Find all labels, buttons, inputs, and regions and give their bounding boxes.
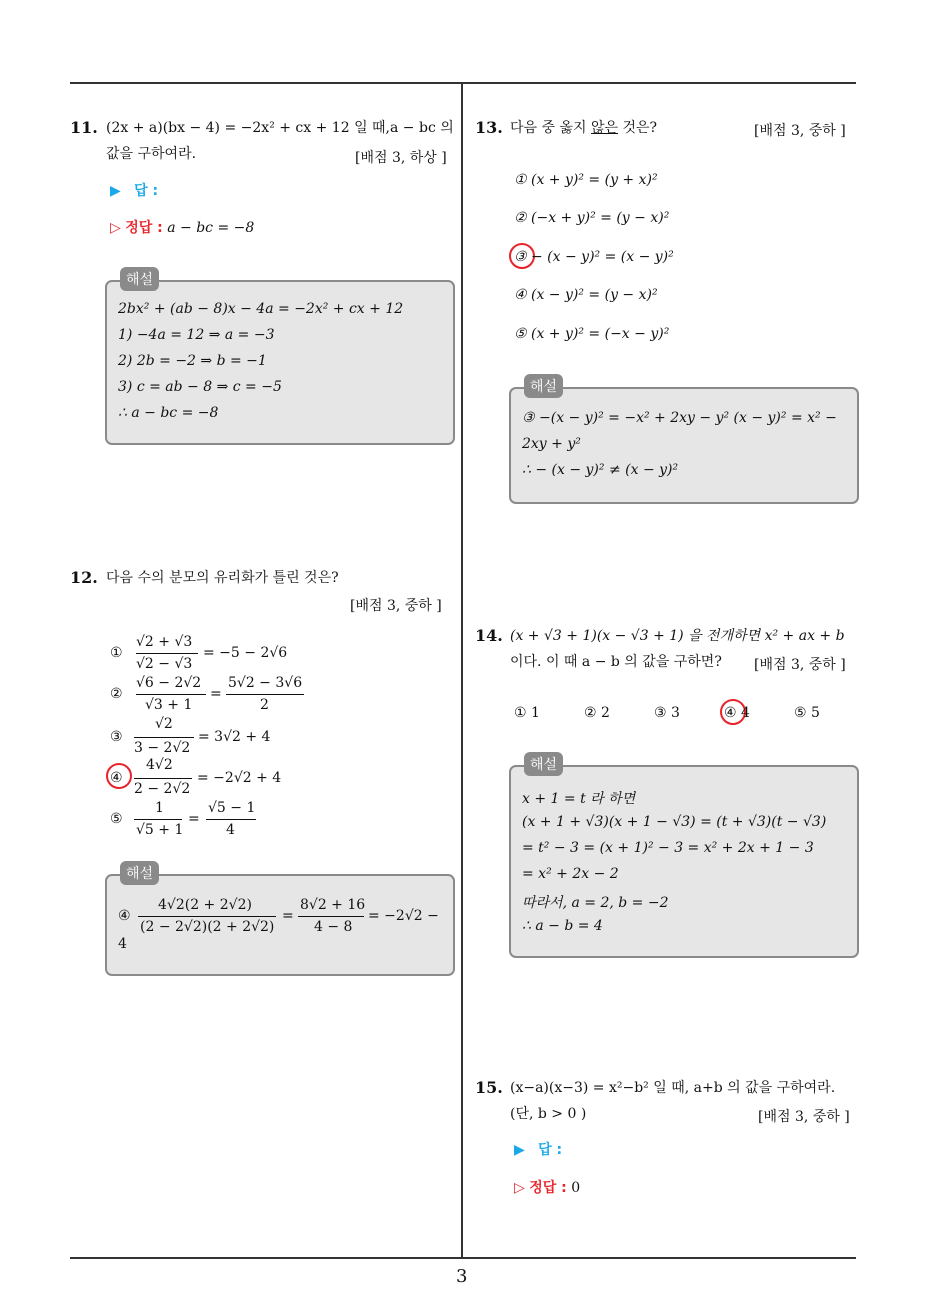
answer-line (514, 1139, 562, 1159)
correct-value: 0 (571, 1180, 581, 1196)
explanation-line: 2) 2b = −2 ⇒ b = −1 (118, 353, 267, 369)
question-text: (x−a)(x−3) = x²−b² 일 때, a+b 의 값을 구하여라. (510, 1080, 836, 1096)
option-4-mark[interactable]: ④ (110, 770, 123, 786)
question-text: 다음 수의 분모의 유리화가 틀린 것은? (106, 570, 339, 586)
correct-value: a − bc = −8 (167, 220, 255, 236)
explanation-line: = x² + 2x − 2 (522, 866, 619, 882)
option-4-rhs: = −2√2 + 4 (197, 770, 282, 786)
explanation-line: = t² − 3 = (x + 1)² − 3 = x² + 2x + 1 − 3 (522, 840, 814, 856)
correct-arrow-icon: ▷ (514, 1180, 525, 1196)
option-3[interactable]: ③ 3 (654, 705, 680, 721)
fraction-bar (134, 737, 194, 738)
answer-arrow-icon: ▶ (110, 183, 121, 199)
question-number: 12. (70, 568, 98, 587)
option-4[interactable]: ④ (x − y)² = (y − x)² (514, 287, 658, 303)
points-label: [배점 3, 하상 ] (355, 150, 447, 166)
option-1[interactable]: ① 1 (514, 705, 540, 721)
question-text-2: 값을 구하여라. (106, 146, 197, 162)
option-1-den: √2 − √3 (136, 656, 193, 672)
explanation-line: 2xy + y² (522, 436, 581, 452)
explanation-mark: ④ (118, 908, 131, 924)
question-number: 11. (70, 118, 98, 137)
explanation-line: x + 1 = t 라 하면 (522, 791, 636, 807)
bottom-rule (70, 1257, 856, 1259)
explanation-tail: = −2√2 − (368, 908, 439, 924)
explanation-tag: 해설 (120, 267, 159, 291)
fraction-bar (226, 694, 304, 695)
points-label: [배점 3, 중하 ] (754, 123, 846, 139)
points-label: [배점 3, 중하 ] (350, 598, 442, 614)
explanation-tag: 해설 (120, 861, 159, 885)
question-text-post: 것은? (622, 120, 658, 136)
option-1-mark[interactable]: ① (110, 645, 123, 661)
equals-sign: = (210, 686, 222, 702)
correct-answer-line (110, 217, 254, 237)
explanation-num-1: 4√2(2 + 2√2) (158, 897, 252, 913)
option-3-rhs: = 3√2 + 4 (198, 729, 271, 745)
page-number: 3 (456, 1266, 468, 1287)
question-text-2: 이다. 이 때 a − b 의 값을 구하면? (510, 654, 722, 670)
column-divider (461, 82, 463, 1258)
points-label: [배점 3, 중하 ] (758, 1109, 850, 1125)
question-number: 13. (475, 118, 503, 137)
explanation-line: ∴ a − bc = −8 (118, 405, 219, 421)
option-2[interactable]: ② 2 (584, 705, 610, 721)
option-2-den: √3 + 1 (145, 697, 193, 713)
option-2-rhs-num: 5√2 − 3√6 (228, 675, 303, 691)
equals-sign: = (282, 908, 294, 924)
underlined-word: 않은 (590, 120, 619, 136)
answer-arrow-icon: ▶ (514, 1142, 525, 1158)
explanation-line: ∴ − (x − y)² ≠ (x − y)² (522, 462, 679, 478)
correct-label: 정답 : (125, 220, 163, 236)
explanation-line: 3) c = ab − 8 ⇒ c = −5 (118, 379, 282, 395)
correct-answer-line (514, 1177, 580, 1197)
explanation-tag: 해설 (524, 374, 563, 398)
points-label: [배점 3, 중하 ] (754, 657, 846, 673)
explanation-num-2: 8√2 + 16 (300, 897, 366, 913)
correct-label: 정답 : (529, 1180, 567, 1196)
answer-label: 답 : (134, 183, 159, 199)
fraction-bar (136, 694, 206, 695)
option-4[interactable]: ④ 4 (724, 705, 750, 721)
option-3[interactable]: ③ − (x − y)² = (x − y)² (514, 249, 674, 265)
explanation-line: 따라서, a = 2, b = −2 (522, 895, 669, 911)
question-text-pre: 다음 중 옳지 (510, 120, 587, 136)
option-4-den: 2 − 2√2 (134, 781, 191, 797)
option-2-num: √6 − 2√2 (136, 675, 202, 691)
option-5-rhs-den: 4 (226, 822, 235, 838)
answer-line (110, 180, 158, 200)
correct-arrow-icon: ▷ (110, 220, 121, 236)
equals-sign: = (188, 811, 200, 827)
option-2-rhs-den: 2 (260, 697, 269, 713)
fraction-bar (134, 819, 182, 820)
explanation-line: 2bx² + (ab − 8)x − 4a = −2x² + cx + 12 (118, 301, 404, 317)
explanation-line: ∴ a − b = 4 (522, 918, 603, 934)
fraction-bar (138, 916, 276, 917)
explanation-line-2: 4 (118, 936, 127, 952)
option-3-num: √2 (155, 716, 173, 732)
option-5-mark[interactable]: ⑤ (110, 811, 123, 827)
question-text: (x + √3 + 1)(x − √3 + 1) 을 전개하면 x² + ax + b (510, 628, 845, 644)
option-5[interactable]: ⑤ (x + y)² = (−x − y)² (514, 326, 670, 342)
explanation-line: (x + 1 + √3)(x + 1 − √3) = (t + √3)(t − √3) (522, 814, 827, 830)
option-3-den: 3 − 2√2 (134, 740, 191, 756)
option-4-num: 4√2 (146, 757, 173, 773)
option-5-num: 1 (155, 800, 164, 816)
explanation-line: ③ −(x − y)² = −x² + 2xy − y² (x − y)² = x² − (522, 410, 837, 426)
option-1-rhs: = −5 − 2√6 (203, 645, 288, 661)
option-3-mark[interactable]: ③ (110, 729, 123, 745)
option-5-den: √5 + 1 (136, 822, 184, 838)
fraction-bar (206, 819, 256, 820)
question-text: (2x + a)(bx − 4) = −2x² + cx + 12 일 때,a − bc 의 (106, 120, 454, 136)
explanation-tag: 해설 (524, 752, 563, 776)
fraction-bar (136, 653, 198, 654)
option-2-mark[interactable]: ② (110, 686, 123, 702)
answer-label: 답 : (538, 1142, 563, 1158)
option-2[interactable]: ② (−x + y)² = (y − x)² (514, 210, 670, 226)
question-text-2: (단, b > 0 ) (510, 1106, 587, 1122)
option-1-num: √2 + √3 (136, 634, 193, 650)
explanation-den-2: 4 − 8 (314, 919, 353, 935)
option-5-rhs-num: √5 − 1 (208, 800, 256, 816)
option-5[interactable]: ⑤ 5 (794, 705, 820, 721)
fraction-bar (298, 916, 364, 917)
fraction-bar (134, 778, 192, 779)
explanation-den-1: (2 − 2√2)(2 + 2√2) (140, 919, 275, 935)
question-text (510, 114, 657, 142)
question-number: 15. (475, 1078, 503, 1097)
explanation-line: 1) −4a = 12 ⇒ a = −3 (118, 327, 275, 343)
top-rule (70, 82, 856, 84)
question-number: 14. (475, 626, 503, 645)
option-1[interactable]: ① (x + y)² = (y + x)² (514, 172, 658, 188)
